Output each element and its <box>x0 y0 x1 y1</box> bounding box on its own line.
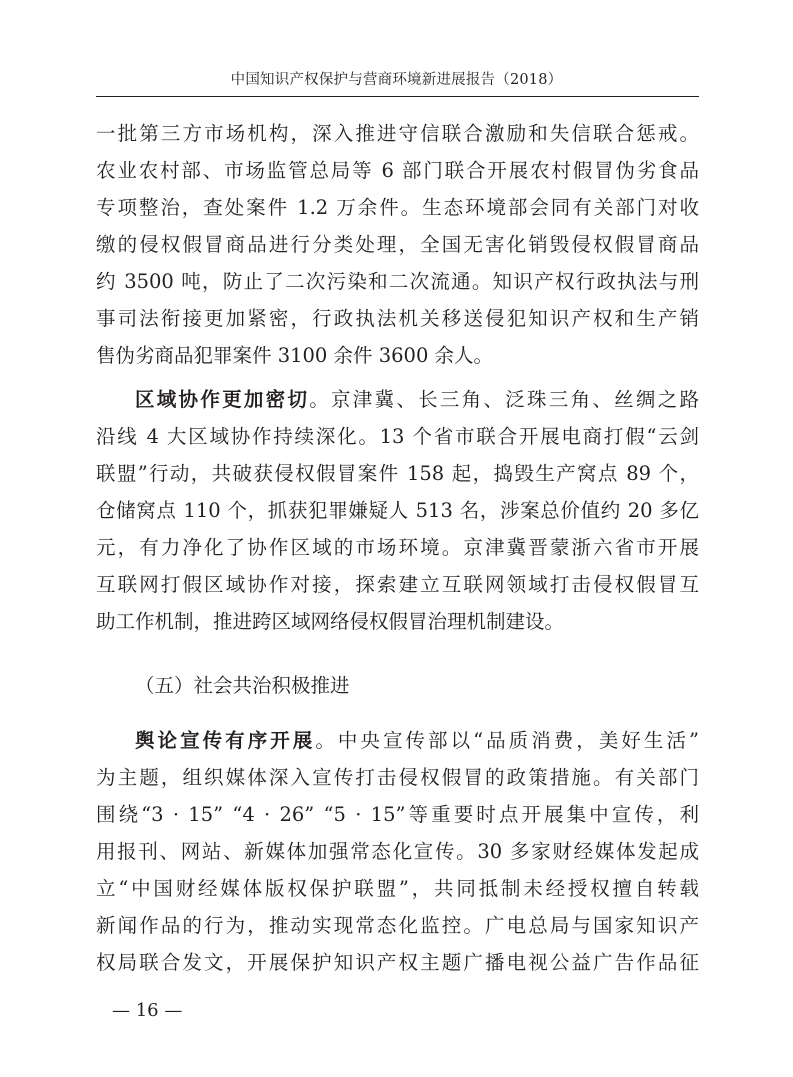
para1-line: 专项整治，查处案件 1.2 万余件。生态环境部会同有关部门对收 <box>96 196 699 219</box>
para3-line: 新闻作品的行为，推动实现常态化监控。广电总局与国家知识产 <box>96 914 699 937</box>
para1-line: 事司法衔接更加紧密，行政执法机关移送侵犯知识产权和生产销 <box>96 307 699 330</box>
para3-line: 为主题，组织媒体深入宣传打击侵权假冒的政策措施。有关部门 <box>96 766 699 789</box>
para1-line: 约 3500 吨，防止了二次污染和二次流通。知识产权行政执法与刑 <box>96 270 699 293</box>
section-title: （五）社会共治积极推进 <box>135 674 350 697</box>
para1-line: 售伪劣商品犯罪案件 3100 余件 3600 余人。 <box>96 344 494 367</box>
para2-line: 元，有力净化了协作区域的市场环境。京津冀晋蒙浙六省市开展 <box>96 536 699 559</box>
para2-line: 互联网打假区域协作对接，探索建立互联网领域打击侵权假冒互 <box>96 573 699 596</box>
para3-line: 立“中国财经媒体版权保护联盟”，共同抵制未经授权擅自转载 <box>96 877 699 900</box>
para1-line: 缴的侵权假冒商品进行分类处理，全国无害化销毁侵权假冒商品 <box>96 233 699 256</box>
para2-first-text: 。京津冀、长三角、泛珠三角、丝绸之路 <box>309 388 699 411</box>
para3-line: 权局联合发文，开展保护知识产权主题广播电视公益广告作品征 <box>96 951 699 974</box>
para2-line: 仓储窝点 110 个，抓获犯罪嫌疑人 513 名，涉案总价值约 20 多亿 <box>96 499 699 522</box>
para3-first-text: 。中央宣传部以“品质消费，美好生活” <box>315 729 699 752</box>
page-number: — 16 — <box>112 1000 183 1021</box>
para3-line: 用报刊、网站、新媒体加强常态化宣传。30 多家财经媒体发起成 <box>96 840 699 863</box>
para1-line: 一批第三方市场机构，深入推进守信联合激励和失信联合惩戒。 <box>96 122 699 145</box>
para2-line: 沿线 4 大区域协作持续深化。13 个省市联合开展电商打假“云剑 <box>96 425 699 448</box>
para3-heading: 舆论宣传有序开展 <box>135 729 316 752</box>
header-rule <box>96 96 699 97</box>
para1-line: 农业农村部、市场监管总局等 6 部门联合开展农村假冒伪劣食品 <box>96 159 699 182</box>
para2-line: 联盟”行动，共破获侵权假冒案件 158 起，捣毁生产窝点 89 个， <box>96 462 699 485</box>
para3-first-line <box>135 727 699 755</box>
para3-line: 围绕“3 · 15” “4 · 26” “5 · 15”等重要时点开展集中宣传，利 <box>96 803 699 826</box>
para2-heading: 区域协作更加密切 <box>135 388 310 411</box>
para2-line: 助工作机制，推进跨区域网络侵权假冒治理机制建设。 <box>96 610 565 633</box>
para2-first-line <box>135 386 699 414</box>
running-header: 中国知识产权保护与营商环境新进展报告（2018） <box>230 72 563 88</box>
